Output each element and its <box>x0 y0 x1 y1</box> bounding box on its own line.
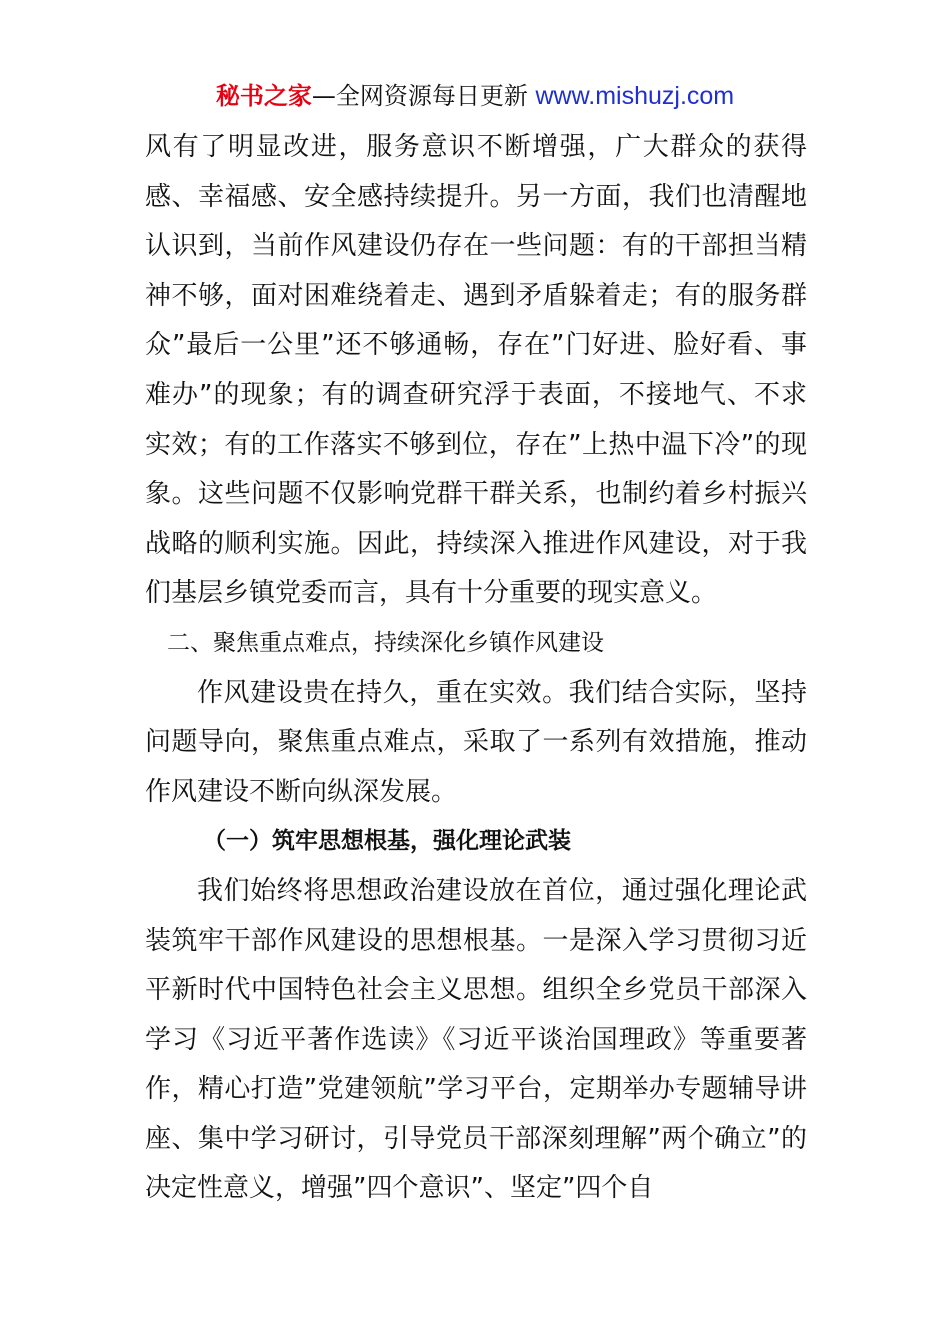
paragraph-subsection-body: 我们始终将思想政治建设放在首位，通过强化理论武装筑牢干部作风建设的思想根基。一是深入学习贯彻习近平新时代中国特色社会主义思想。组织全乡党员干部深入学习《习近平著作选读》《习近平谈治国理政》等重要著作，精心打造”党建领航”学习平台，定期举办专题辅导讲座、集中学习研讨，引导党员干部深刻理解”两个确立”的决定性意义，增强”四个意识”、坚定”四个自 <box>145 875 807 1204</box>
paragraph-continuation: 风有了明显改进，服务意识不断增强，广大群众的获得感、幸福感、安全感持续提升。另一方面，我们也清醒地认识到，当前作风建设仍存在一些问题：有的干部担当精神不够，面对困难绕着走、遇到矛盾躲着走；有的服务群众”最后一公里”还不够通畅，存在”门好进、脸好看、事难办”的现象；有的调查研究浮于表面，不接地气、不求实效；有的工作落实不够到位，存在”上热中温下冷”的现象。这些问题不仅影响党群干群关系，也制约着乡村振兴战略的顺利实施。因此，持续深入推进作风建设，对于我们基层乡镇党委而言，具有十分重要的现实意义。 <box>145 132 807 609</box>
site-url-link[interactable]: www.mishuzj.com <box>535 82 735 110</box>
header-tagline: —全网资源每日更新 <box>311 82 536 110</box>
page-header <box>0 80 950 112</box>
brand-name: 秘书之家 <box>215 82 312 110</box>
subsection-heading-1: （一）筑牢思想根基，强化理论武装 <box>203 828 571 855</box>
section-heading-2: 二、聚焦重点难点，持续深化乡镇作风建设 <box>167 629 604 656</box>
document-body <box>145 123 807 1214</box>
paragraph-section-intro: 作风建设贵在持久，重在实效。我们结合实际，坚持问题导向，聚焦重点难点，采取了一系列有效措施，推动作风建设不断向纵深发展。 <box>145 677 807 807</box>
